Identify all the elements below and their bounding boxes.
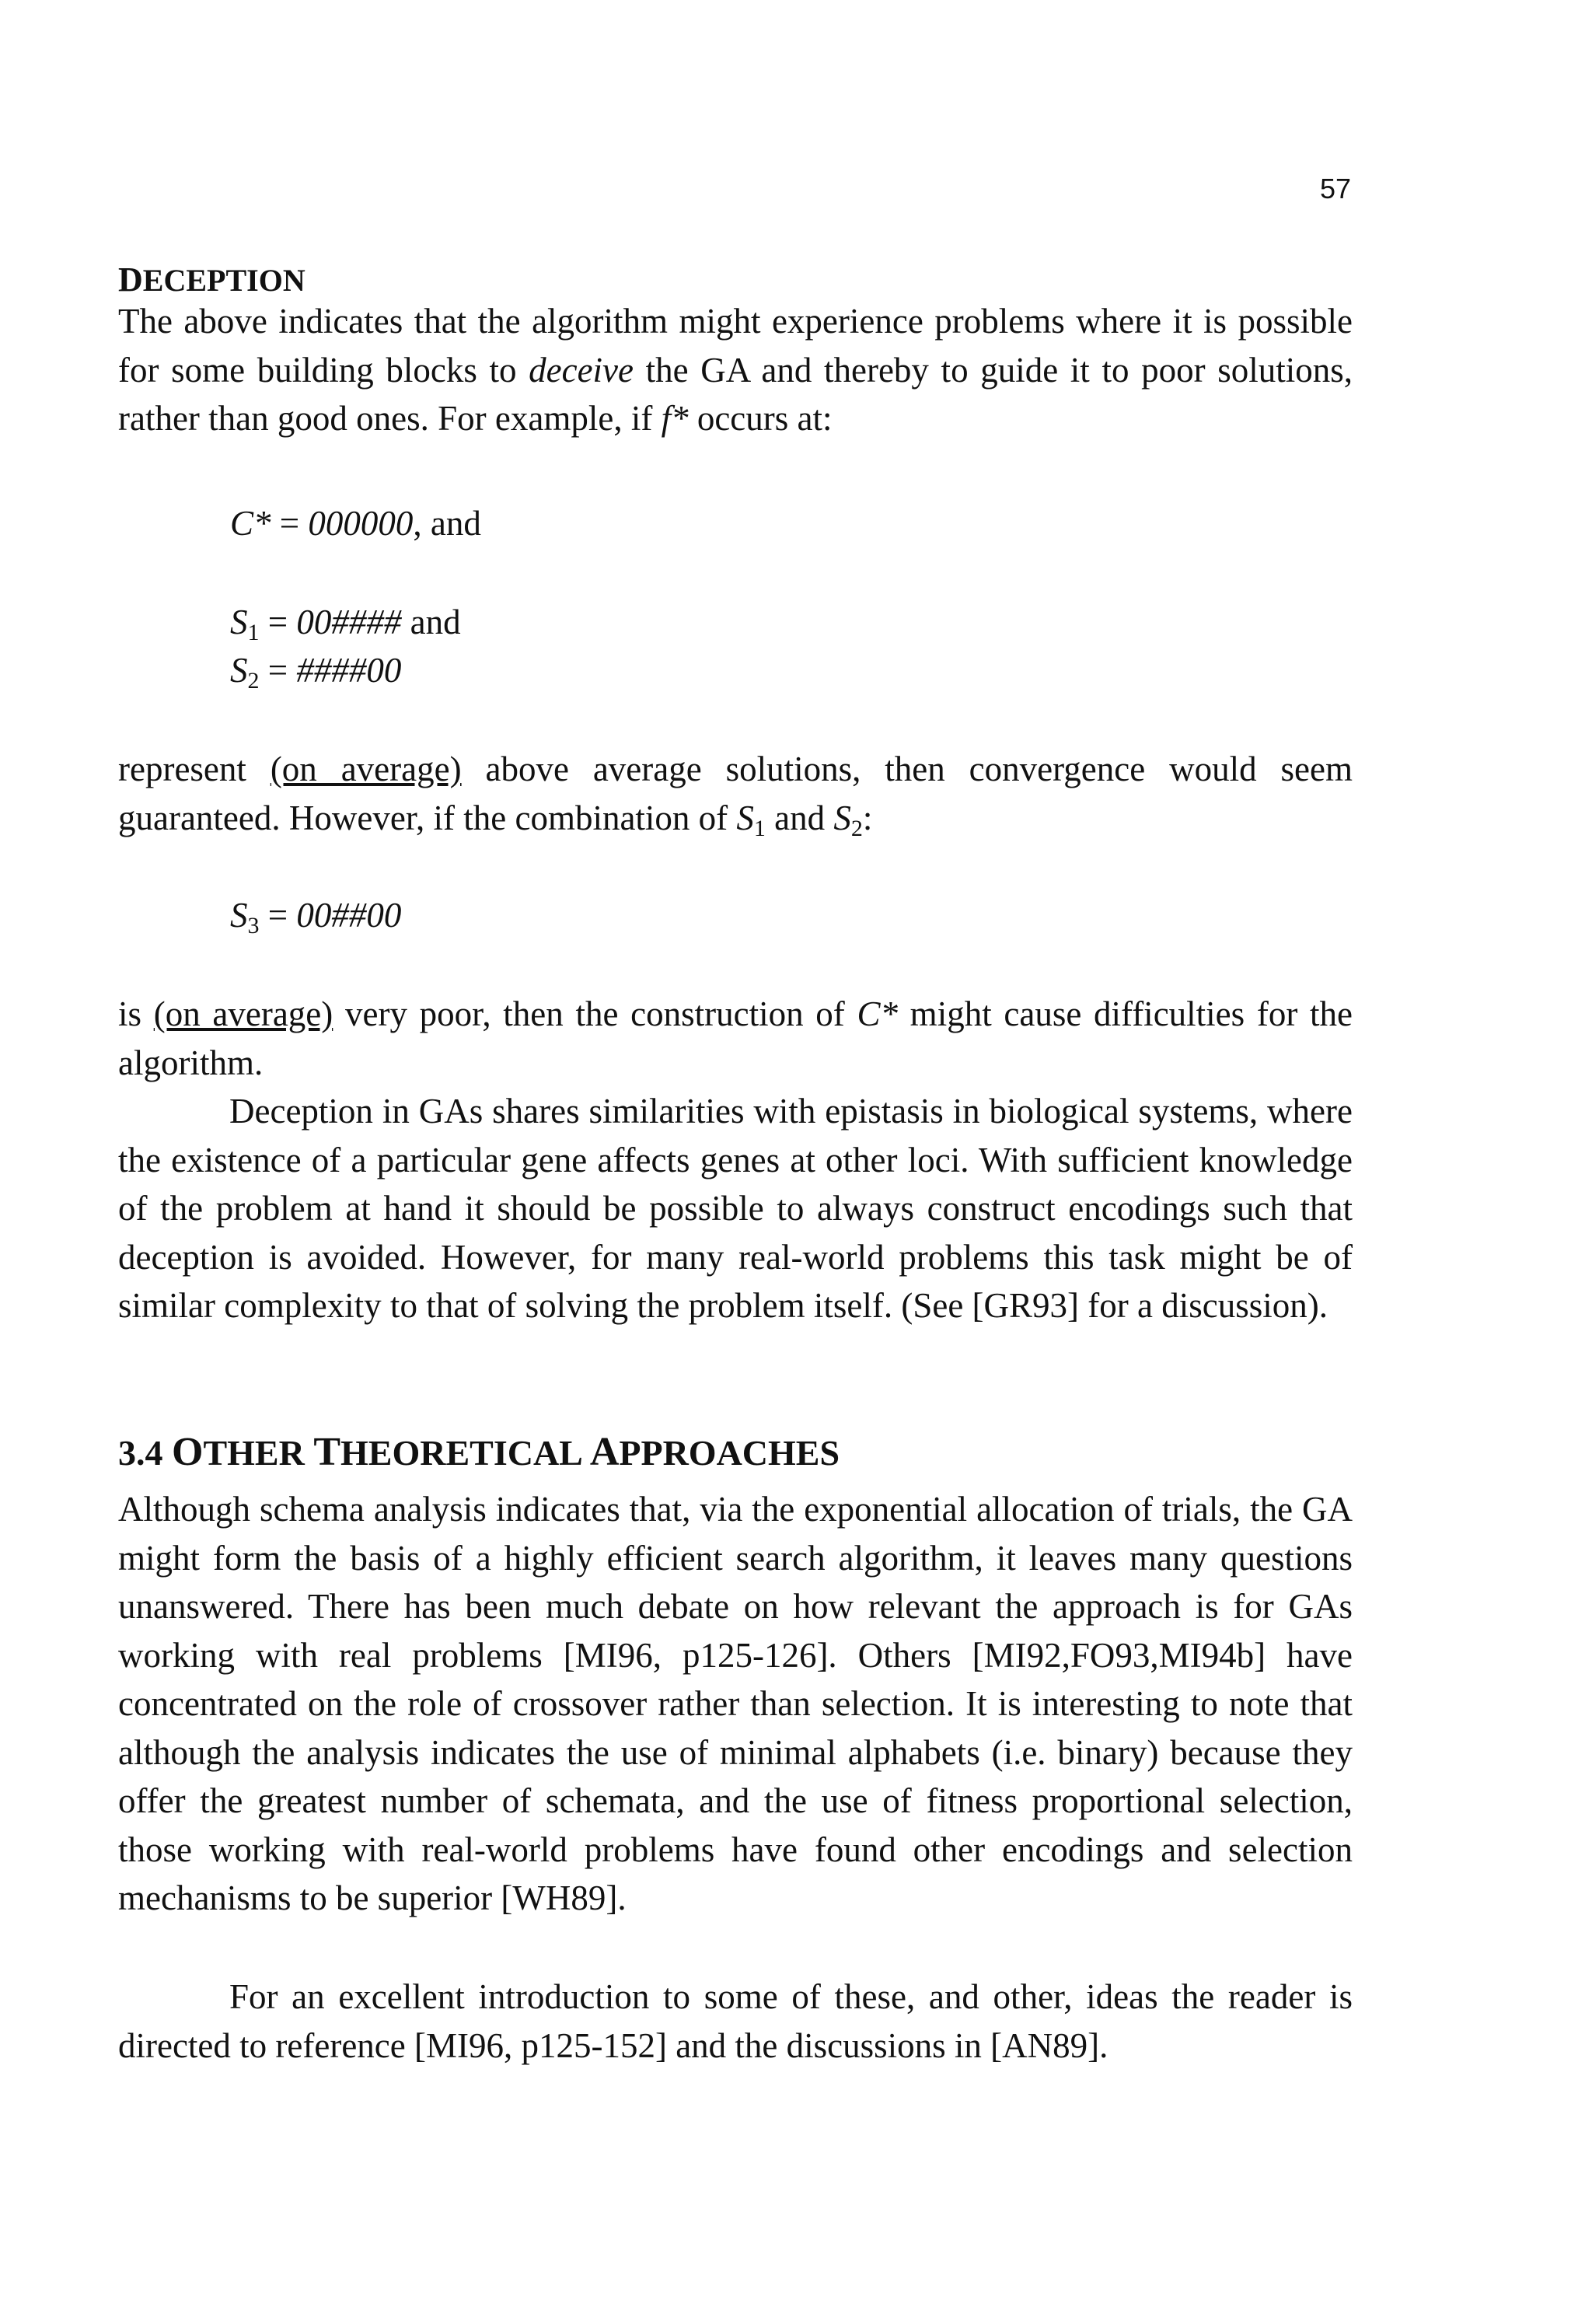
eq-op: = [259, 896, 297, 935]
eq-op: = [271, 504, 309, 543]
section-heading [118, 1429, 840, 1477]
s2-subscript: 2 [850, 815, 863, 841]
eq-subscript: 3 [247, 913, 260, 938]
paragraph-deception-intro [118, 297, 1353, 443]
heading-initial: D [118, 260, 143, 299]
text-run: above average solutions, then convergence would seem guaranteed. However, if the combination of [118, 750, 1353, 837]
heading-rest: ECEPTION [142, 263, 305, 298]
paragraph-epistasis: Deception in GAs shares similarities with epistasis in biological systems, where the existence of a particular gene affects genes at other loci. With sufficient knowledge of the problem at hand it should be possible to always construct encodings such that deception is avoided. However, for many real-world problems this task might be of similar complexity to that of solving the problem itself. (See [GR93] for a discussion). [118, 1092, 1353, 1325]
eq-subscript: 2 [247, 668, 260, 694]
eq-rhs: 000000 [308, 504, 414, 543]
section-number: 3.4 [118, 1433, 172, 1473]
eq-rhs: 00##00 [296, 896, 402, 935]
eq-lhs: C* [230, 504, 271, 543]
heading-rest: HEORETICAL [340, 1433, 590, 1473]
s1-subscript: 1 [753, 815, 766, 841]
equation-s2 [230, 647, 401, 694]
c-star-symbol: C* [857, 994, 898, 1033]
s1-symbol: S [736, 798, 754, 837]
equation-c-star [230, 500, 481, 547]
heading-initial: T [313, 1430, 341, 1474]
eq-subscript: 1 [247, 620, 260, 645]
paragraph-poor-combination [118, 990, 1353, 1087]
s2-symbol: S [833, 798, 851, 837]
paragraph-schema-analysis: Although schema analysis indicates that, via the exponential allocation of trials, the GA might form the basis of a highly efficient search algorithm, it leaves many questions unanswered. There has been much debate on how relevant the approach is for GAs working with real problems [MI96, p125-126]. Others [MI92,FO93,MI94b] have concentrated on the role of crossover rather than selection. It is interesting to note that although the analysis indicates the use of minimal alphabets (i.e. binary) because they offer the greatest number of schemata, and the use of fitness proportional selection, those working with real-world problems have found other encodings and selection mechanisms to be superior [WH89]. [118, 1490, 1353, 1917]
underlined-on-average: (on average) [270, 750, 462, 788]
text-run: represent [118, 750, 271, 788]
text-run: is [118, 994, 154, 1033]
equation-s1 [230, 599, 461, 645]
f-star-symbol: f* [661, 399, 689, 438]
paragraph-further-reading: For an excellent introduction to some of these, and other, ideas the reader is directed to reference [MI96, p125-152] and the discussions in [AN89]. [118, 1977, 1353, 2065]
eq-op: = [259, 603, 297, 641]
eq-symbol: S [230, 896, 248, 935]
text-run: might cause difficulties for the algorithm. [118, 994, 1353, 1082]
text-run: : [862, 798, 873, 837]
eq-tail: , and [413, 504, 481, 543]
heading-rest: PPROACHES [619, 1433, 840, 1473]
page-number: 57 [1319, 173, 1351, 204]
paragraph-convergence [118, 745, 1353, 842]
eq-symbol: S [230, 603, 248, 641]
deception-heading [118, 260, 305, 300]
heading-initial: A [589, 1430, 620, 1474]
underlined-on-average: (on average) [153, 994, 333, 1033]
eq-op: = [259, 651, 297, 690]
eq-rhs: 00#### [296, 603, 402, 641]
text-run: very poor, then the construction of [333, 994, 857, 1033]
text-run: The above indicates that the algorithm might experience problems where it is possible for some building blocks to [118, 302, 1353, 390]
text-run: occurs at: [688, 399, 833, 438]
equation-s3 [230, 892, 401, 938]
emphasis-deceive: deceive [529, 350, 634, 390]
heading-initial: O [172, 1430, 204, 1474]
text-run: the GA and thereby to guide it to poor solutions, rather than good ones. For example, if [118, 350, 1353, 438]
eq-tail: and [401, 603, 461, 641]
heading-rest: THER [203, 1433, 314, 1473]
eq-symbol: S [230, 651, 248, 690]
eq-rhs: ####00 [296, 651, 402, 690]
text-run: and [765, 798, 834, 837]
